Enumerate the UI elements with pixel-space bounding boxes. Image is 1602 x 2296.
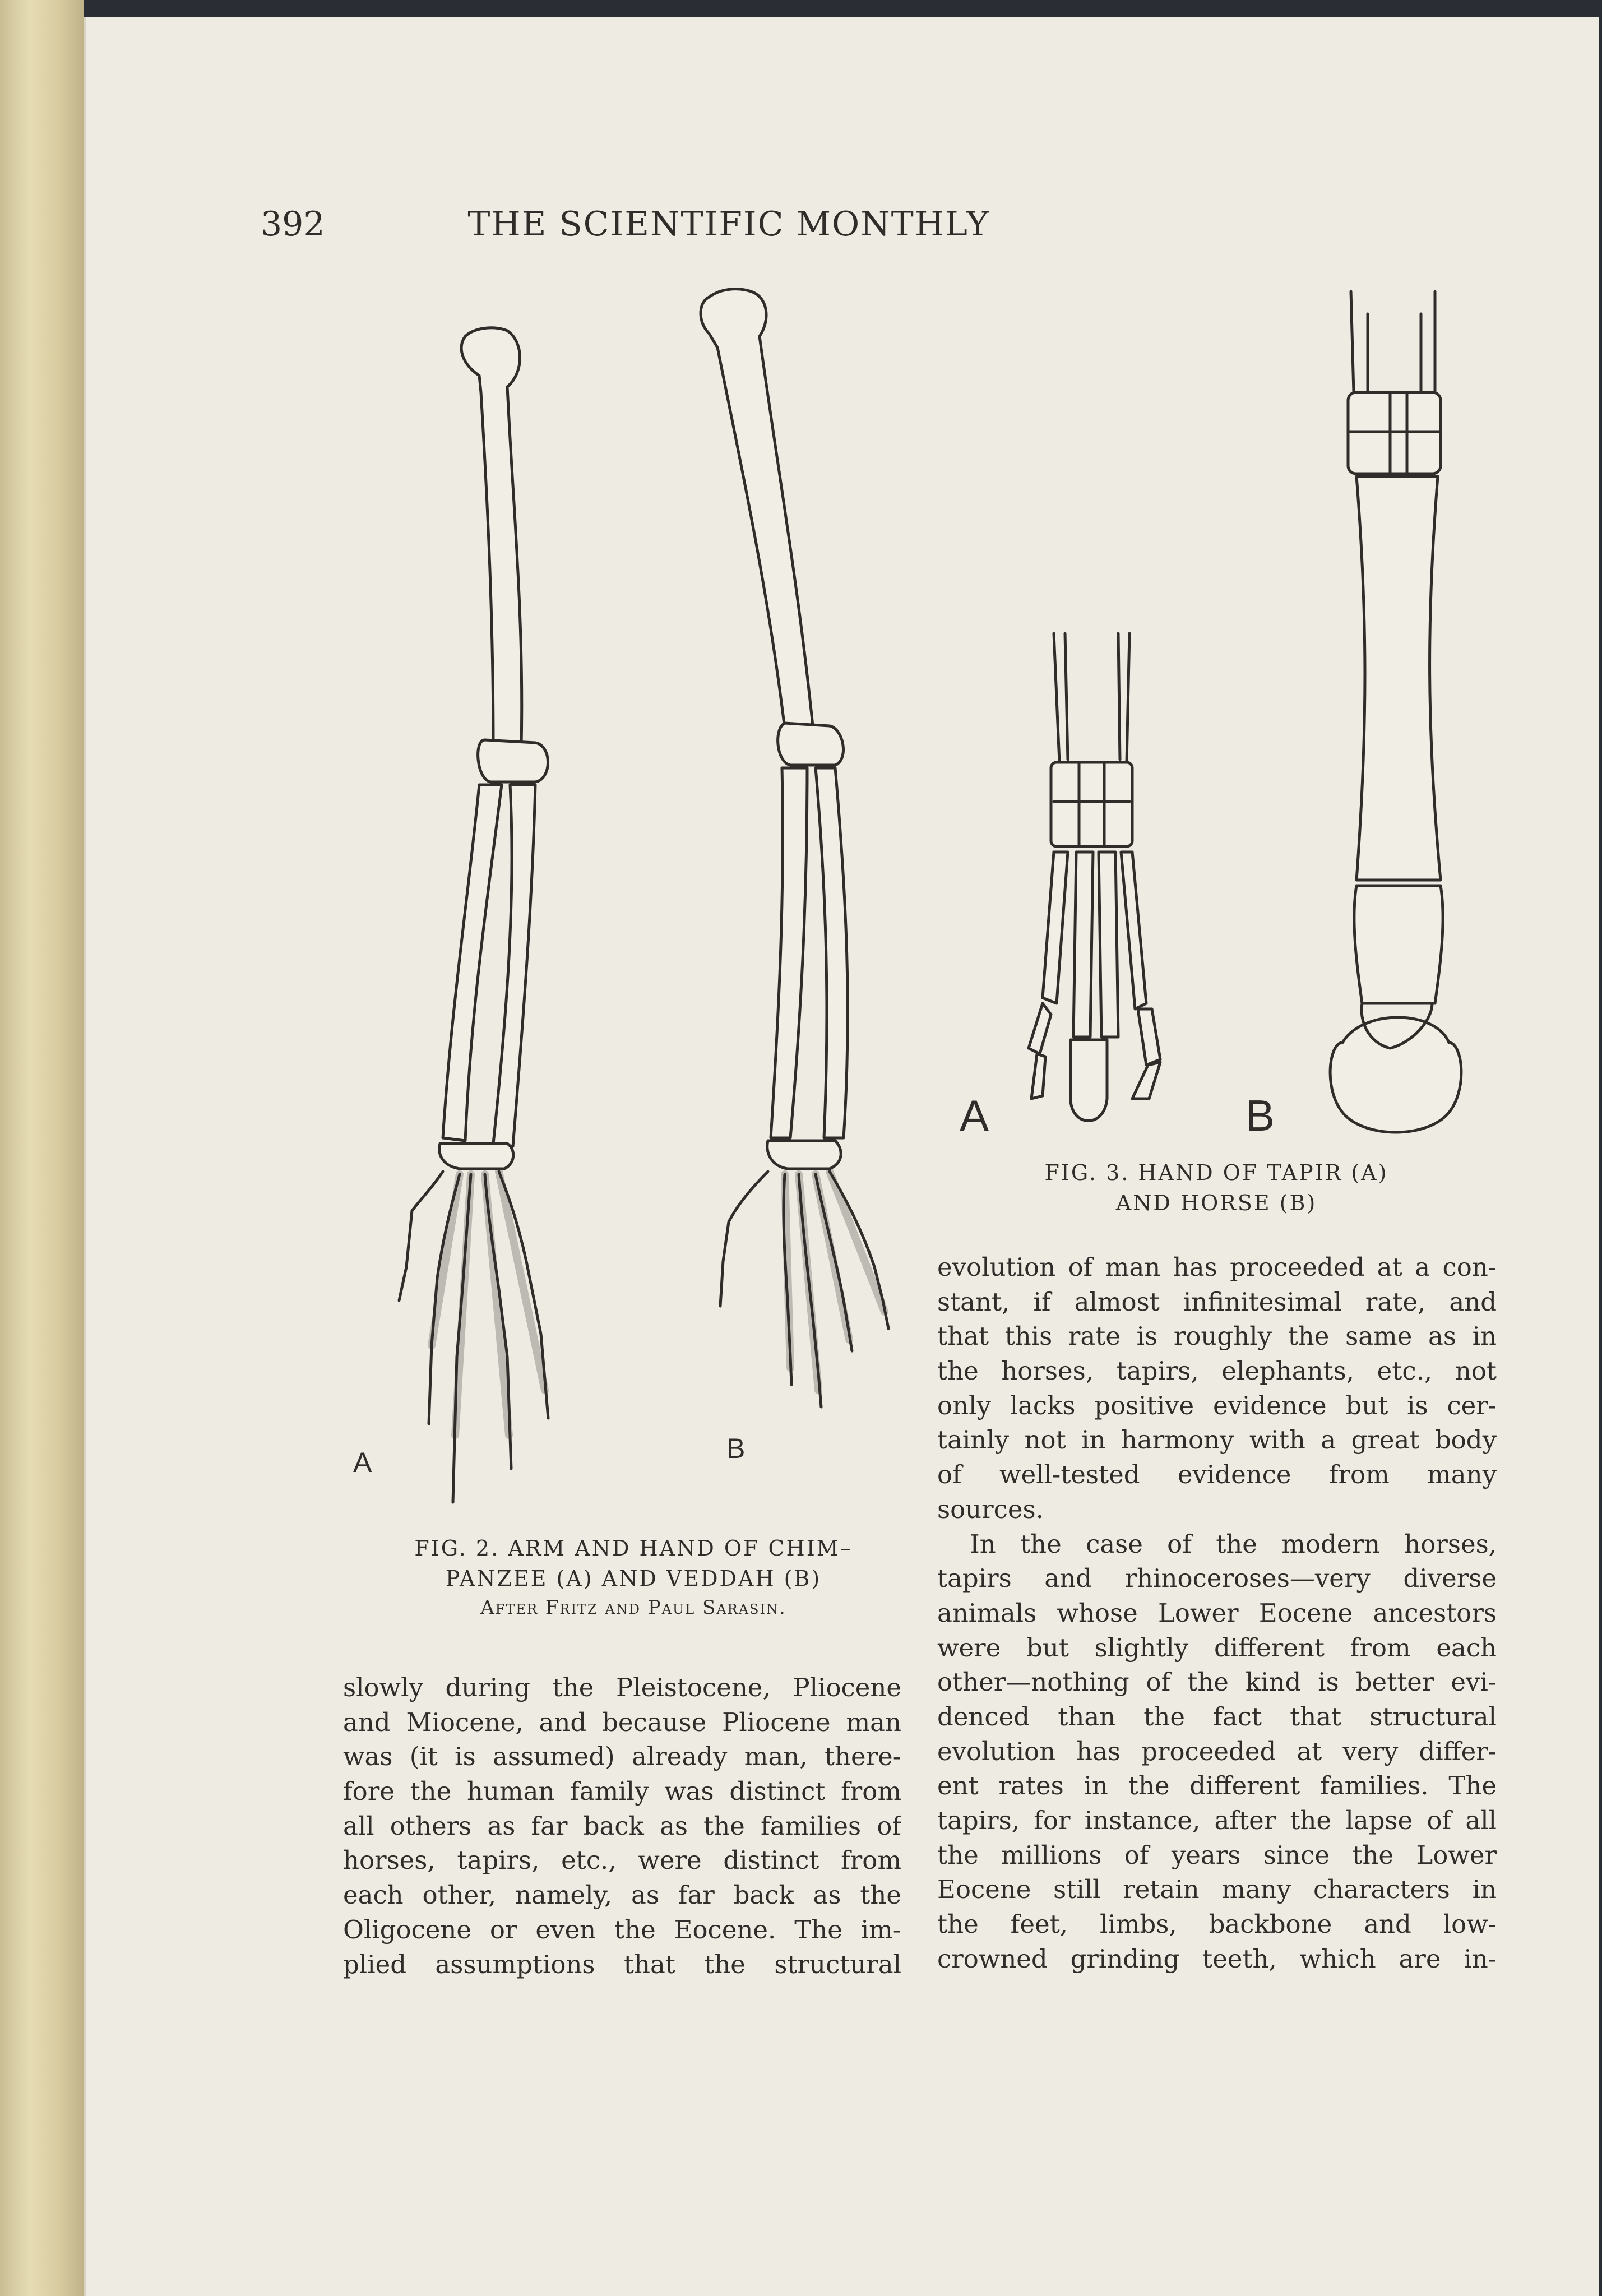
text-line: that this rate is roughly the same as in — [937, 1321, 1497, 1351]
running-head — [261, 205, 1197, 244]
text-line: all others as far back as the families of — [343, 1811, 901, 1841]
text-line: sources. — [937, 1494, 1044, 1524]
text-line: Eocene still retain many characters in — [937, 1874, 1497, 1905]
figure-2-credit: After Fritz and Paul Sarasin. — [480, 1596, 786, 1619]
text-line: tainly not in harmony with a great body — [937, 1425, 1497, 1455]
text-line: evolution of man has proceeded at a con- — [937, 1252, 1497, 1282]
figure-2-label-a: A — [353, 1447, 372, 1478]
text-line: and Miocene, and because Pliocene man — [343, 1707, 901, 1737]
figure-3-caption-line: AND HORSE (B) — [1115, 1191, 1317, 1215]
figure-2-label-b: B — [726, 1433, 746, 1464]
text-line: of well-tested evidence from many — [937, 1460, 1497, 1490]
text-line: horses, tapirs, etc., were distinct from — [343, 1845, 901, 1876]
text-line: tapirs, for instance, after the lapse of all — [937, 1806, 1497, 1835]
text-line: animals whose Lower Eocene ancestors — [937, 1598, 1497, 1628]
book-spine-edge — [0, 0, 84, 2296]
figure-2-caption-line: PANZEE (A) AND VEDDAH (B) — [445, 1566, 822, 1591]
text-line: the horses, tapirs, elephants, etc., not — [937, 1356, 1497, 1386]
figure-3-caption-line: FIG. 3. HAND OF TAPIR (A) — [1044, 1160, 1388, 1185]
text-line: fore the human family was distinct from — [343, 1776, 901, 1807]
text-line: were but slightly different from each — [937, 1632, 1497, 1663]
text-line: ent rates in the different families. The — [937, 1771, 1497, 1801]
text-line: the feet, limbs, backbone and low- — [937, 1909, 1497, 1939]
text-line: only lacks positive evidence but is cer- — [937, 1390, 1497, 1420]
tapir-foot-drawing — [1029, 633, 1160, 1121]
figure-2-caption-line: FIG. 2. ARM AND HAND OF CHIM– — [414, 1536, 853, 1561]
figure-3-label-b: B — [1246, 1091, 1275, 1140]
text-line: tapirs and rhinoceroses—very diverse — [937, 1563, 1497, 1594]
chimpanzee-arm-drawing — [399, 328, 548, 1502]
right-column-text — [937, 1250, 1497, 1976]
text-line: plied assumptions that the structural — [343, 1949, 901, 1979]
page-number: 392 — [261, 205, 325, 244]
figure-2-illustration — [336, 269, 930, 1530]
text-line: each other, namely, as far back as the — [343, 1880, 901, 1910]
figure-3-caption — [964, 1158, 1469, 1218]
text-line: Oligocene or even the Eocene. The im- — [343, 1914, 901, 1945]
figure-2-caption — [348, 1533, 919, 1622]
text-line: was (it is assumed) already man, there- — [343, 1742, 901, 1772]
figure-3-illustration — [1003, 280, 1485, 1155]
text-line: crowned grinding teeth, which are in- — [937, 1943, 1497, 1974]
text-line: slowly during the Pleistocene, Pliocene — [343, 1673, 901, 1702]
text-line: other—nothing of the kind is better evi- — [937, 1667, 1497, 1697]
veddah-arm-drawing — [701, 289, 888, 1407]
text-line: In the case of the modern horses, — [970, 1529, 1497, 1559]
journal-title: THE SCIENTIFIC MONTHLY — [467, 205, 990, 244]
text-line: evolution has proceeded at very differ- — [937, 1736, 1497, 1766]
left-column-text — [343, 1670, 901, 1982]
text-line: stant, if almost infinitesimal rate, and — [937, 1286, 1497, 1317]
horse-foot-drawing — [1330, 291, 1461, 1132]
text-line: the millions of years since the Lower — [937, 1840, 1497, 1870]
figure-3-label-a: A — [960, 1091, 989, 1140]
text-line: denced than the fact that structural — [937, 1701, 1497, 1732]
